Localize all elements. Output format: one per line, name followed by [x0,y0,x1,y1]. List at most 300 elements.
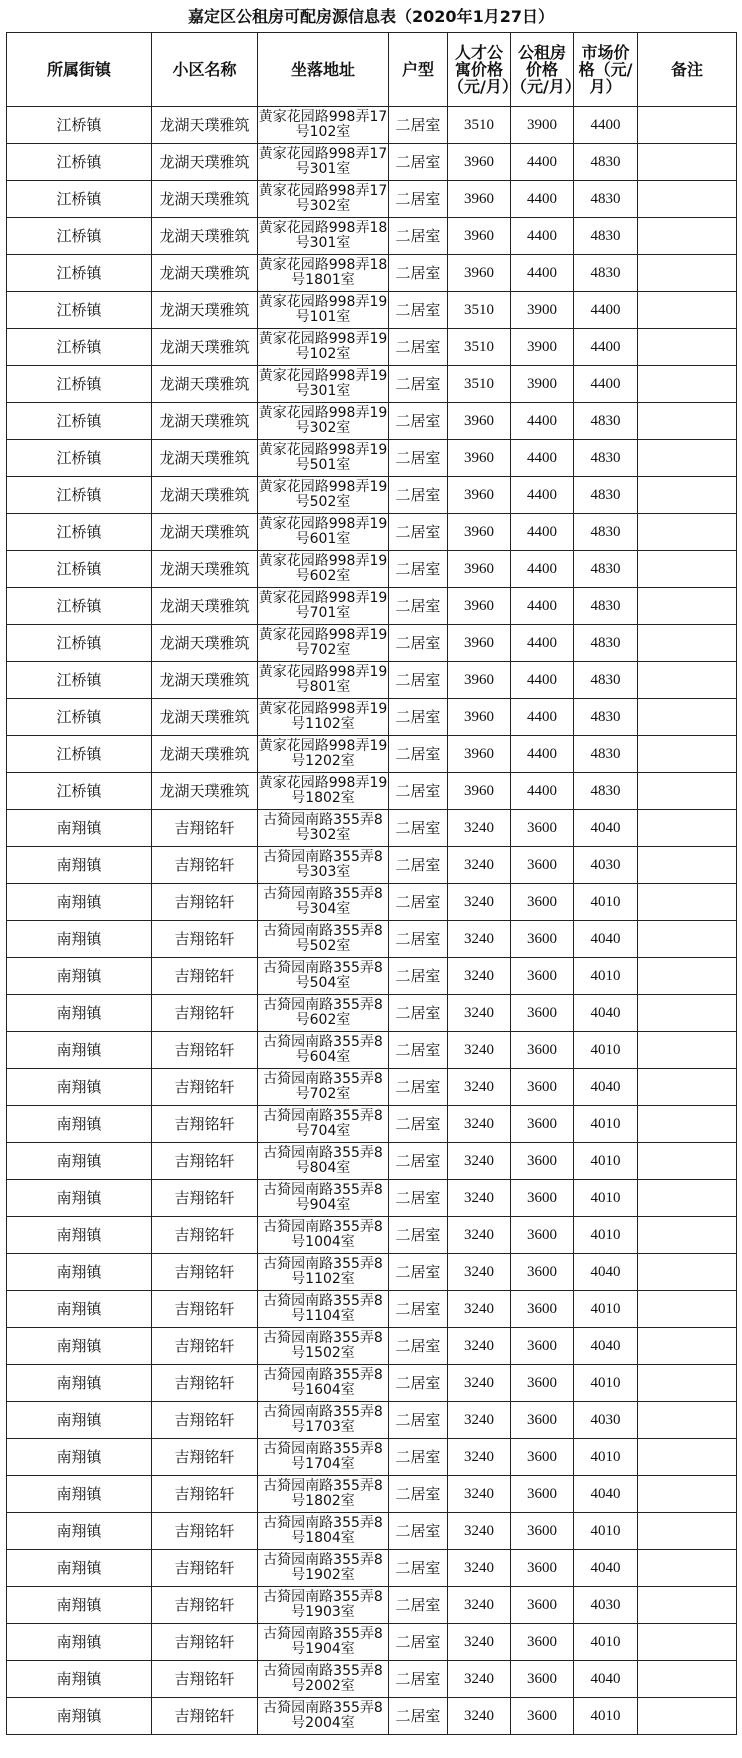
cell-community: 吉翔铭轩 [152,1291,258,1328]
cell-market-price: 4830 [574,403,638,440]
cell-remarks [638,1439,737,1476]
cell-town: 南翔镇 [7,1365,152,1402]
table-row [7,1180,737,1217]
cell-public-rent-price: 4400 [511,551,574,588]
cell-remarks [638,1032,737,1069]
cell-public-rent-price: 4400 [511,144,574,181]
cell-town: 江桥镇 [7,218,152,255]
cell-layout: 二居室 [389,736,448,773]
rental-housing-table [6,32,737,1735]
cell-remarks [638,588,737,625]
cell-layout: 二居室 [389,1587,448,1624]
cell-address: 古猗园南路355弄8号904室 [258,1180,389,1217]
table-row [7,699,737,736]
cell-address: 黄家花园路998弄19号702室 [258,625,389,662]
header-address: 坐落地址 [258,33,389,107]
cell-layout: 二居室 [389,810,448,847]
table-row [7,1254,737,1291]
cell-public-rent-price: 4400 [511,181,574,218]
cell-address: 古猗园南路355弄8号304室 [258,884,389,921]
cell-talent-price: 3240 [448,1328,511,1365]
cell-market-price: 4400 [574,292,638,329]
cell-layout: 二居室 [389,625,448,662]
table-body [7,107,737,1735]
cell-layout: 二居室 [389,403,448,440]
cell-community: 吉翔铭轩 [152,1069,258,1106]
table-row [7,1143,737,1180]
cell-talent-price: 3510 [448,107,511,144]
cell-remarks [638,921,737,958]
cell-public-rent-price: 4400 [511,218,574,255]
cell-community: 吉翔铭轩 [152,810,258,847]
cell-talent-price: 3960 [448,514,511,551]
cell-remarks [638,810,737,847]
cell-remarks [638,773,737,810]
cell-address: 古猗园南路355弄8号1704室 [258,1439,389,1476]
cell-town: 江桥镇 [7,107,152,144]
cell-remarks [638,1106,737,1143]
cell-talent-price: 3960 [448,551,511,588]
cell-layout: 二居室 [389,218,448,255]
cell-address: 古猗园南路355弄8号2002室 [258,1661,389,1698]
cell-town: 江桥镇 [7,366,152,403]
cell-talent-price: 3240 [448,1106,511,1143]
cell-community: 龙湖天璞雅筑 [152,773,258,810]
cell-layout: 二居室 [389,514,448,551]
cell-town: 南翔镇 [7,1032,152,1069]
cell-community: 龙湖天璞雅筑 [152,440,258,477]
cell-market-price: 4010 [574,884,638,921]
table-row [7,1217,737,1254]
cell-market-price: 4040 [574,1476,638,1513]
header-row [7,33,737,107]
cell-town: 南翔镇 [7,1439,152,1476]
cell-community: 吉翔铭轩 [152,1328,258,1365]
table-row [7,144,737,181]
cell-town: 江桥镇 [7,514,152,551]
cell-market-price: 4830 [574,255,638,292]
cell-remarks [638,1217,737,1254]
cell-public-rent-price: 3900 [511,107,574,144]
cell-market-price: 4010 [574,1365,638,1402]
cell-layout: 二居室 [389,1365,448,1402]
cell-community: 龙湖天璞雅筑 [152,366,258,403]
cell-address: 黄家花园路998弄18号301室 [258,218,389,255]
table-row [7,736,737,773]
cell-market-price: 4010 [574,1180,638,1217]
cell-public-rent-price: 3600 [511,1476,574,1513]
cell-public-rent-price: 3600 [511,1254,574,1291]
cell-talent-price: 3240 [448,995,511,1032]
header-market-price: 市场价格（元/月） [574,33,638,107]
cell-talent-price: 3240 [448,1661,511,1698]
cell-layout: 二居室 [389,551,448,588]
cell-talent-price: 3960 [448,625,511,662]
cell-remarks [638,1550,737,1587]
cell-market-price: 4010 [574,1624,638,1661]
cell-remarks [638,403,737,440]
cell-layout: 二居室 [389,699,448,736]
cell-town: 南翔镇 [7,958,152,995]
cell-town: 南翔镇 [7,1180,152,1217]
table-row [7,995,737,1032]
cell-remarks [638,144,737,181]
cell-talent-price: 3240 [448,1624,511,1661]
cell-address: 黄家花园路998弄19号101室 [258,292,389,329]
cell-market-price: 4010 [574,1032,638,1069]
header-remarks: 备注 [638,33,737,107]
cell-public-rent-price: 3600 [511,810,574,847]
cell-town: 南翔镇 [7,1698,152,1735]
cell-talent-price: 3240 [448,1032,511,1069]
table-row [7,403,737,440]
cell-public-rent-price: 3600 [511,995,574,1032]
cell-market-price: 4830 [574,773,638,810]
cell-talent-price: 3240 [448,1513,511,1550]
cell-talent-price: 3240 [448,847,511,884]
cell-address: 古猗园南路355弄8号1604室 [258,1365,389,1402]
table-row [7,1106,737,1143]
cell-town: 南翔镇 [7,921,152,958]
table-row [7,1698,737,1735]
cell-talent-price: 3240 [448,921,511,958]
cell-remarks [638,1254,737,1291]
cell-public-rent-price: 4400 [511,588,574,625]
table-row [7,625,737,662]
cell-address: 古猗园南路355弄8号704室 [258,1106,389,1143]
cell-address: 古猗园南路355弄8号602室 [258,995,389,1032]
cell-community: 吉翔铭轩 [152,1661,258,1698]
cell-community: 龙湖天璞雅筑 [152,144,258,181]
cell-talent-price: 3240 [448,1254,511,1291]
cell-talent-price: 3960 [448,403,511,440]
cell-community: 龙湖天璞雅筑 [152,662,258,699]
cell-address: 古猗园南路355弄8号502室 [258,921,389,958]
cell-public-rent-price: 3600 [511,1328,574,1365]
cell-talent-price: 3510 [448,329,511,366]
cell-town: 南翔镇 [7,1254,152,1291]
cell-address: 古猗园南路355弄8号303室 [258,847,389,884]
cell-town: 南翔镇 [7,1624,152,1661]
cell-public-rent-price: 3600 [511,1513,574,1550]
cell-public-rent-price: 4400 [511,662,574,699]
cell-community: 吉翔铭轩 [152,1402,258,1439]
cell-layout: 二居室 [389,1217,448,1254]
cell-town: 江桥镇 [7,773,152,810]
cell-market-price: 4010 [574,1513,638,1550]
cell-community: 龙湖天璞雅筑 [152,218,258,255]
cell-layout: 二居室 [389,329,448,366]
cell-market-price: 4030 [574,1402,638,1439]
cell-talent-price: 3240 [448,1069,511,1106]
cell-public-rent-price: 3600 [511,1661,574,1698]
table-row [7,588,737,625]
cell-talent-price: 3960 [448,218,511,255]
cell-market-price: 4830 [574,588,638,625]
table-row [7,1476,737,1513]
cell-address: 古猗园南路355弄8号1802室 [258,1476,389,1513]
table-row [7,551,737,588]
cell-remarks [638,995,737,1032]
cell-market-price: 4040 [574,1661,638,1698]
cell-talent-price: 3240 [448,1180,511,1217]
cell-remarks [638,218,737,255]
cell-community: 吉翔铭轩 [152,1365,258,1402]
cell-public-rent-price: 4400 [511,514,574,551]
table-row [7,847,737,884]
table-row [7,1365,737,1402]
cell-layout: 二居室 [389,847,448,884]
cell-remarks [638,1365,737,1402]
cell-address: 黄家花园路998弄19号501室 [258,440,389,477]
cell-remarks [638,1291,737,1328]
cell-talent-price: 3510 [448,366,511,403]
cell-community: 龙湖天璞雅筑 [152,699,258,736]
cell-public-rent-price: 3600 [511,921,574,958]
cell-community: 吉翔铭轩 [152,1587,258,1624]
cell-address: 古猗园南路355弄8号302室 [258,810,389,847]
cell-remarks [638,736,737,773]
cell-remarks [638,255,737,292]
cell-community: 吉翔铭轩 [152,884,258,921]
cell-remarks [638,1661,737,1698]
cell-talent-price: 3960 [448,662,511,699]
cell-layout: 二居室 [389,292,448,329]
cell-remarks [638,514,737,551]
cell-town: 南翔镇 [7,1476,152,1513]
cell-market-price: 4040 [574,1550,638,1587]
cell-talent-price: 3960 [448,144,511,181]
table-row [7,329,737,366]
cell-town: 南翔镇 [7,1106,152,1143]
cell-remarks [638,551,737,588]
cell-community: 龙湖天璞雅筑 [152,107,258,144]
cell-remarks [638,477,737,514]
cell-public-rent-price: 3600 [511,1291,574,1328]
cell-address: 黄家花园路998弄19号801室 [258,662,389,699]
cell-address: 古猗园南路355弄8号1502室 [258,1328,389,1365]
cell-market-price: 4030 [574,847,638,884]
cell-talent-price: 3240 [448,1587,511,1624]
cell-layout: 二居室 [389,1476,448,1513]
cell-market-price: 4040 [574,1328,638,1365]
table-row [7,255,737,292]
cell-address: 古猗园南路355弄8号1703室 [258,1402,389,1439]
cell-town: 南翔镇 [7,1661,152,1698]
cell-town: 江桥镇 [7,662,152,699]
cell-community: 吉翔铭轩 [152,1624,258,1661]
cell-remarks [638,1143,737,1180]
cell-market-price: 4830 [574,440,638,477]
table-row [7,366,737,403]
cell-talent-price: 3240 [448,958,511,995]
cell-address: 古猗园南路355弄8号2004室 [258,1698,389,1735]
header-layout: 户型 [389,33,448,107]
cell-town: 江桥镇 [7,477,152,514]
cell-layout: 二居室 [389,181,448,218]
cell-market-price: 4830 [574,736,638,773]
cell-address: 黄家花园路998弄19号601室 [258,514,389,551]
cell-community: 龙湖天璞雅筑 [152,329,258,366]
cell-talent-price: 3240 [448,1698,511,1735]
cell-talent-price: 3240 [448,1365,511,1402]
cell-layout: 二居室 [389,144,448,181]
table-row [7,1032,737,1069]
cell-community: 龙湖天璞雅筑 [152,736,258,773]
table-row [7,662,737,699]
cell-community: 龙湖天璞雅筑 [152,181,258,218]
table-row [7,810,737,847]
cell-public-rent-price: 3600 [511,1032,574,1069]
cell-address: 古猗园南路355弄8号1104室 [258,1291,389,1328]
cell-town: 江桥镇 [7,588,152,625]
cell-remarks [638,329,737,366]
cell-market-price: 4830 [574,662,638,699]
cell-public-rent-price: 3600 [511,1069,574,1106]
cell-town: 江桥镇 [7,403,152,440]
cell-address: 黄家花园路998弄19号1102室 [258,699,389,736]
cell-layout: 二居室 [389,995,448,1032]
cell-town: 江桥镇 [7,292,152,329]
cell-public-rent-price: 3900 [511,366,574,403]
cell-address: 古猗园南路355弄8号1004室 [258,1217,389,1254]
cell-public-rent-price: 3600 [511,1402,574,1439]
cell-layout: 二居室 [389,773,448,810]
cell-public-rent-price: 4400 [511,699,574,736]
cell-address: 黄家花园路998弄19号1202室 [258,736,389,773]
cell-town: 南翔镇 [7,847,152,884]
cell-market-price: 4400 [574,329,638,366]
cell-remarks [638,440,737,477]
cell-market-price: 4040 [574,810,638,847]
table-row [7,477,737,514]
cell-public-rent-price: 4400 [511,625,574,662]
cell-remarks [638,662,737,699]
cell-town: 江桥镇 [7,144,152,181]
table-row [7,1624,737,1661]
cell-layout: 二居室 [389,1661,448,1698]
cell-market-price: 4040 [574,1254,638,1291]
cell-public-rent-price: 3600 [511,1217,574,1254]
header-town: 所属街镇 [7,33,152,107]
cell-public-rent-price: 4400 [511,440,574,477]
cell-town: 南翔镇 [7,1550,152,1587]
cell-layout: 二居室 [389,884,448,921]
cell-remarks [638,625,737,662]
cell-address: 黄家花园路998弄19号102室 [258,329,389,366]
cell-public-rent-price: 3600 [511,1439,574,1476]
cell-layout: 二居室 [389,1106,448,1143]
header-community: 小区名称 [152,33,258,107]
cell-address: 黄家花园路998弄17号302室 [258,181,389,218]
cell-address: 古猗园南路355弄8号604室 [258,1032,389,1069]
cell-market-price: 4830 [574,514,638,551]
cell-layout: 二居室 [389,1032,448,1069]
cell-town: 江桥镇 [7,255,152,292]
cell-community: 吉翔铭轩 [152,995,258,1032]
cell-talent-price: 3960 [448,773,511,810]
cell-talent-price: 3960 [448,440,511,477]
cell-community: 吉翔铭轩 [152,1476,258,1513]
cell-address: 古猗园南路355弄8号1904室 [258,1624,389,1661]
cell-remarks [638,1513,737,1550]
cell-address: 黄家花园路998弄19号602室 [258,551,389,588]
cell-remarks [638,699,737,736]
cell-market-price: 4830 [574,477,638,514]
cell-community: 龙湖天璞雅筑 [152,403,258,440]
cell-market-price: 4010 [574,1106,638,1143]
cell-public-rent-price: 3600 [511,1143,574,1180]
cell-town: 江桥镇 [7,181,152,218]
cell-town: 江桥镇 [7,699,152,736]
cell-layout: 二居室 [389,255,448,292]
cell-market-price: 4010 [574,1291,638,1328]
cell-community: 龙湖天璞雅筑 [152,514,258,551]
cell-public-rent-price: 4400 [511,477,574,514]
cell-community: 吉翔铭轩 [152,1439,258,1476]
cell-market-price: 4030 [574,1587,638,1624]
cell-talent-price: 3240 [448,1550,511,1587]
cell-talent-price: 3960 [448,255,511,292]
table-title: 嘉定区公租房可配房源信息表（2020年1月27日） [188,7,554,26]
cell-address: 黄家花园路998弄19号302室 [258,403,389,440]
cell-address: 古猗园南路355弄8号1902室 [258,1550,389,1587]
cell-address: 古猗园南路355弄8号504室 [258,958,389,995]
cell-market-price: 4010 [574,1217,638,1254]
table-row [7,1069,737,1106]
cell-market-price: 4830 [574,551,638,588]
cell-market-price: 4040 [574,995,638,1032]
cell-talent-price: 3240 [448,1476,511,1513]
cell-town: 南翔镇 [7,1328,152,1365]
cell-remarks [638,1587,737,1624]
table-row [7,440,737,477]
table-row [7,1439,737,1476]
cell-community: 龙湖天璞雅筑 [152,255,258,292]
cell-town: 南翔镇 [7,995,152,1032]
cell-market-price: 4400 [574,107,638,144]
cell-layout: 二居室 [389,107,448,144]
table-row [7,1550,737,1587]
cell-town: 南翔镇 [7,1069,152,1106]
cell-public-rent-price: 3600 [511,847,574,884]
cell-layout: 二居室 [389,921,448,958]
cell-layout: 二居室 [389,1698,448,1735]
cell-community: 吉翔铭轩 [152,1143,258,1180]
table-row [7,218,737,255]
table-row [7,1587,737,1624]
cell-layout: 二居室 [389,958,448,995]
cell-public-rent-price: 4400 [511,403,574,440]
table-row [7,958,737,995]
cell-community: 吉翔铭轩 [152,1513,258,1550]
cell-community: 龙湖天璞雅筑 [152,292,258,329]
cell-talent-price: 3240 [448,810,511,847]
cell-address: 古猗园南路355弄8号1903室 [258,1587,389,1624]
cell-talent-price: 3960 [448,699,511,736]
cell-layout: 二居室 [389,440,448,477]
cell-public-rent-price: 3600 [511,1587,574,1624]
table-row [7,1661,737,1698]
cell-address: 古猗园南路355弄8号702室 [258,1069,389,1106]
cell-market-price: 4830 [574,625,638,662]
cell-talent-price: 3240 [448,1402,511,1439]
cell-talent-price: 3960 [448,477,511,514]
cell-public-rent-price: 4400 [511,773,574,810]
cell-talent-price: 3240 [448,1217,511,1254]
cell-address: 黄家花园路998弄19号502室 [258,477,389,514]
cell-talent-price: 3510 [448,292,511,329]
